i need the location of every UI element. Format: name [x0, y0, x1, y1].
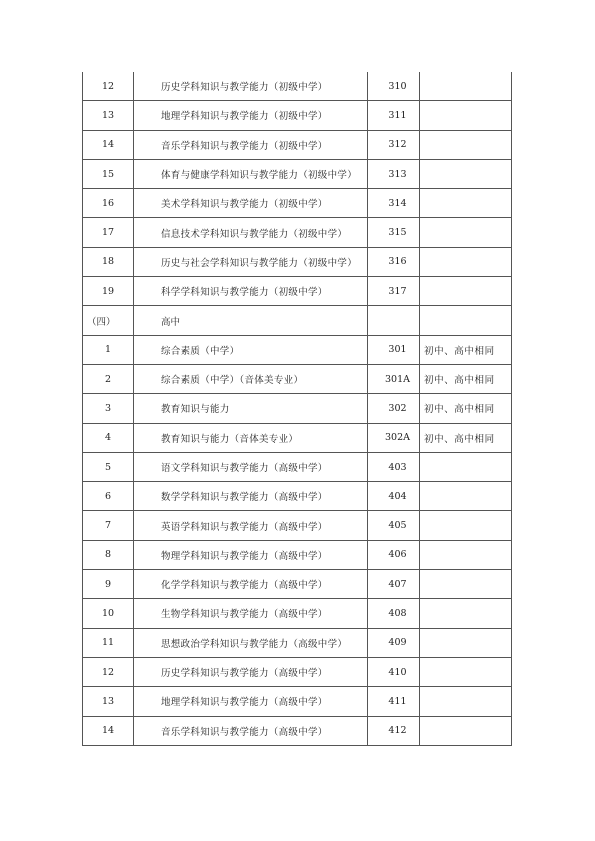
- remark: [420, 306, 512, 335]
- table-row: [83, 189, 512, 218]
- remark: [420, 72, 512, 101]
- subject-code: 316: [368, 247, 420, 276]
- remark: [420, 101, 512, 130]
- table-row: [83, 423, 512, 452]
- exam-subject-table: [82, 72, 512, 746]
- subject-code: 302: [368, 394, 420, 423]
- subject-name: 地理学科知识与教学能力（初级中学）: [134, 101, 368, 130]
- subject-name: 历史学科知识与教学能力（高级中学）: [134, 657, 368, 686]
- row-number: 4: [83, 423, 134, 452]
- table-row: [83, 511, 512, 540]
- subject-code: 407: [368, 570, 420, 599]
- section-title: 高中: [134, 306, 368, 335]
- row-number: 2: [83, 364, 134, 393]
- table-row: [83, 159, 512, 188]
- remark: [420, 247, 512, 276]
- table-row: [83, 570, 512, 599]
- subject-name: 物理学科知识与教学能力（高级中学）: [134, 540, 368, 569]
- remark: 初中、高中相同: [420, 394, 512, 423]
- row-number: 14: [83, 716, 134, 745]
- remark: [420, 218, 512, 247]
- subject-name: 教育知识与能力（音体美专业）: [134, 423, 368, 452]
- row-number: 13: [83, 687, 134, 716]
- subject-code: [368, 306, 420, 335]
- row-number: 16: [83, 189, 134, 218]
- subject-name: 综合素质（中学）（音体美专业）: [134, 364, 368, 393]
- subject-code: 314: [368, 189, 420, 218]
- row-number: 7: [83, 511, 134, 540]
- row-number: 17: [83, 218, 134, 247]
- section-row: [83, 306, 512, 335]
- table-row: [83, 482, 512, 511]
- subject-code: 301: [368, 335, 420, 364]
- row-number: 5: [83, 452, 134, 481]
- subject-code: 406: [368, 540, 420, 569]
- remark: [420, 716, 512, 745]
- row-number: 12: [83, 72, 134, 101]
- remark: [420, 482, 512, 511]
- remark: [420, 687, 512, 716]
- row-number: 12: [83, 657, 134, 686]
- subject-name: 音乐学科知识与教学能力（初级中学）: [134, 130, 368, 159]
- subject-name: 综合素质（中学）: [134, 335, 368, 364]
- remark: [420, 159, 512, 188]
- row-number: 18: [83, 247, 134, 276]
- row-number: 6: [83, 482, 134, 511]
- remark: [420, 277, 512, 306]
- subject-name: 英语学科知识与教学能力（高级中学）: [134, 511, 368, 540]
- subject-name: 地理学科知识与教学能力（高级中学）: [134, 687, 368, 716]
- subject-code: 301A: [368, 364, 420, 393]
- subject-code: 412: [368, 716, 420, 745]
- table-body: [83, 72, 512, 745]
- subject-code: 315: [368, 218, 420, 247]
- table-row: [83, 130, 512, 159]
- subject-code: 411: [368, 687, 420, 716]
- subject-code: 403: [368, 452, 420, 481]
- subject-code: 410: [368, 657, 420, 686]
- remark: [420, 599, 512, 628]
- subject-code: 310: [368, 72, 420, 101]
- subject-name: 历史学科知识与教学能力（初级中学）: [134, 72, 368, 101]
- subject-name: 美术学科知识与教学能力（初级中学）: [134, 189, 368, 218]
- subject-name: 体育与健康学科知识与教学能力（初级中学）: [134, 159, 368, 188]
- section-number: （四）: [83, 306, 134, 335]
- remark: [420, 511, 512, 540]
- table-row: [83, 72, 512, 101]
- row-number: 10: [83, 599, 134, 628]
- remark: [420, 570, 512, 599]
- remark: 初中、高中相同: [420, 364, 512, 393]
- subject-name: 音乐学科知识与教学能力（高级中学）: [134, 716, 368, 745]
- row-number: 19: [83, 277, 134, 306]
- row-number: 8: [83, 540, 134, 569]
- table-row: [83, 628, 512, 657]
- subject-code: 313: [368, 159, 420, 188]
- subject-name: 语文学科知识与教学能力（高级中学）: [134, 452, 368, 481]
- table-row: [83, 277, 512, 306]
- exam-subject-table-container: [82, 72, 511, 746]
- subject-code: 405: [368, 511, 420, 540]
- subject-name: 化学学科知识与教学能力（高级中学）: [134, 570, 368, 599]
- subject-name: 教育知识与能力: [134, 394, 368, 423]
- row-number: 14: [83, 130, 134, 159]
- row-number: 9: [83, 570, 134, 599]
- row-number: 11: [83, 628, 134, 657]
- remark: [420, 130, 512, 159]
- subject-code: 312: [368, 130, 420, 159]
- remark: [420, 452, 512, 481]
- remark: 初中、高中相同: [420, 423, 512, 452]
- subject-name: 生物学科知识与教学能力（高级中学）: [134, 599, 368, 628]
- subject-name: 思想政治学科知识与教学能力（高级中学）: [134, 628, 368, 657]
- table-row: [83, 657, 512, 686]
- row-number: 15: [83, 159, 134, 188]
- row-number: 1: [83, 335, 134, 364]
- table-row: [83, 335, 512, 364]
- remark: 初中、高中相同: [420, 335, 512, 364]
- subject-code: 302A: [368, 423, 420, 452]
- table-row: [83, 101, 512, 130]
- remark: [420, 628, 512, 657]
- subject-name: 科学学科知识与教学能力（初级中学）: [134, 277, 368, 306]
- remark: [420, 189, 512, 218]
- subject-name: 数学学科知识与教学能力（高级中学）: [134, 482, 368, 511]
- subject-code: 408: [368, 599, 420, 628]
- remark: [420, 540, 512, 569]
- table-row: [83, 364, 512, 393]
- table-row: [83, 247, 512, 276]
- subject-name: 信息技术学科知识与教学能力（初级中学）: [134, 218, 368, 247]
- row-number: 13: [83, 101, 134, 130]
- subject-code: 404: [368, 482, 420, 511]
- table-row: [83, 540, 512, 569]
- table-row: [83, 687, 512, 716]
- table-row: [83, 394, 512, 423]
- remark: [420, 657, 512, 686]
- subject-name: 历史与社会学科知识与教学能力（初级中学）: [134, 247, 368, 276]
- table-row: [83, 716, 512, 745]
- table-row: [83, 218, 512, 247]
- table-row: [83, 452, 512, 481]
- subject-code: 409: [368, 628, 420, 657]
- table-row: [83, 599, 512, 628]
- subject-code: 317: [368, 277, 420, 306]
- row-number: 3: [83, 394, 134, 423]
- subject-code: 311: [368, 101, 420, 130]
